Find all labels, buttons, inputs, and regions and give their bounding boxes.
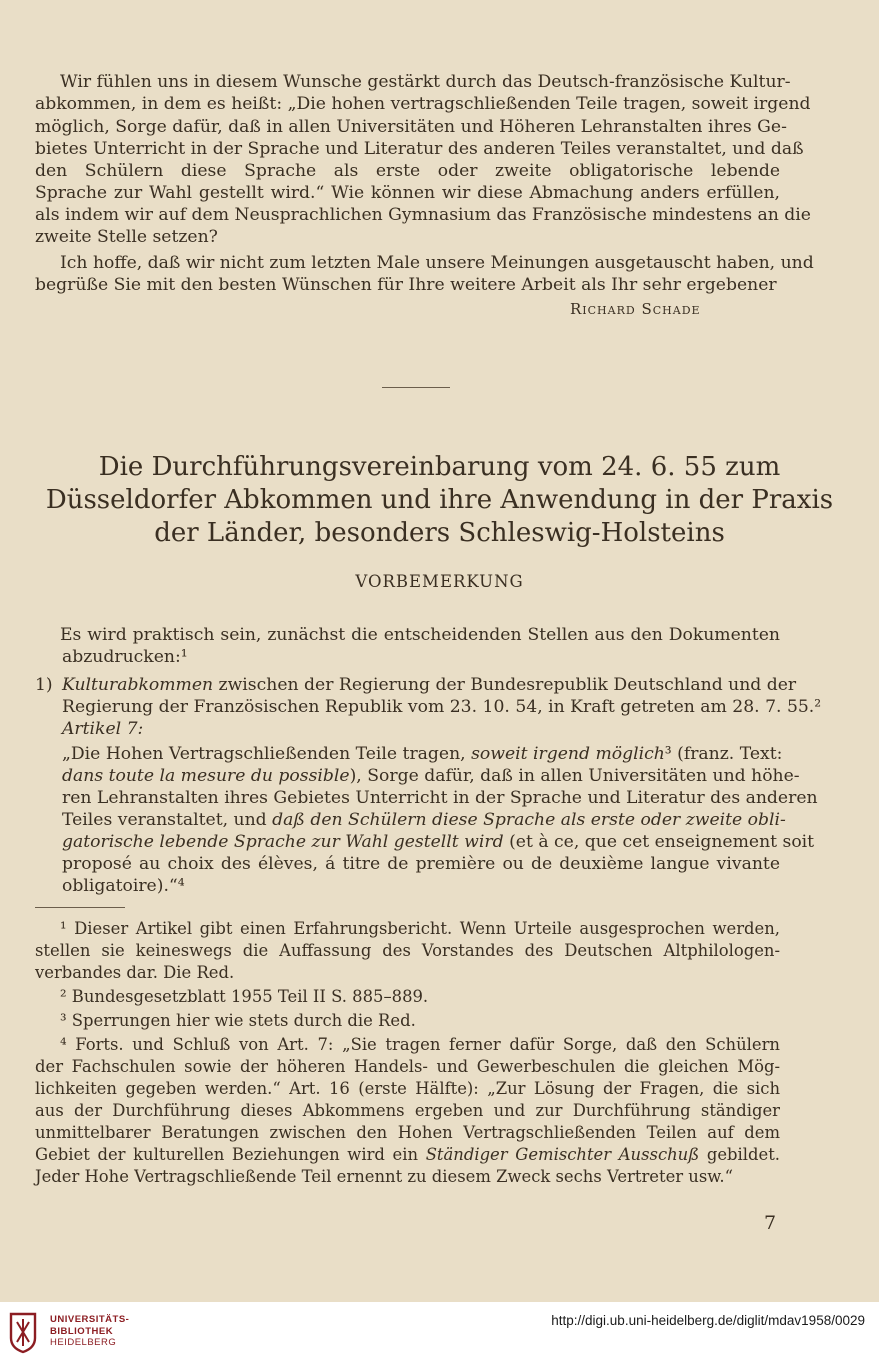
letter-line: Sprache zur Wahl gestellt wird.“ Wie können wir diese Abmachung anders erfüllen, <box>35 183 780 203</box>
footnote-text: Gebiet der kulturellen Beziehungen wird ein <box>35 1145 426 1164</box>
item-line <box>62 674 797 696</box>
quote-italic: dans toute la mesure du possible <box>62 766 350 786</box>
letter-line: abkommen, in dem es heißt: „Die hohen vertragschließenden Teile tragen, soweit irgend <box>35 94 811 114</box>
footnote-line: lichkeiten gegeben werden.“ Art. 16 (erste Hälfte): „Zur Lösung der Fragen, die sich <box>35 1079 780 1098</box>
page-number: 7 <box>764 1212 777 1234</box>
letter-line: als indem wir auf dem Neusprachlichen Gymnasium das Französische mindestens an die <box>35 205 811 225</box>
footnote-line: ¹ Dieser Artikel gibt einen Erfahrungsbericht. Wenn Urteile ausgesprochen werden, <box>60 919 780 938</box>
item-text: zwischen der Regierung der Bundesrepublik Deutschland und der <box>213 675 797 695</box>
footnote-text: gebildet. <box>699 1145 780 1164</box>
footnote-line: unmittelbarer Beratungen zwischen den Hohen Vertragschließenden Teilen auf dem <box>35 1123 780 1142</box>
quote-line <box>62 743 783 765</box>
letter-line: zweite Stelle setzen? <box>35 227 218 247</box>
footnote-line: der Fachschulen sowie der höheren Handels- und Gewerbeschulen die gleichen Mög- <box>35 1057 780 1076</box>
footnote-italic: Ständiger Gemischter Ausschuß <box>425 1145 700 1164</box>
quote-italic: daß den Schülern diese Sprache als erste oder zweite obli- <box>272 810 786 830</box>
library-line: BIBLIOTHEK <box>50 1325 114 1337</box>
quote-italic: soweit irgend möglich <box>471 744 665 764</box>
library-logo-icon[interactable] <box>8 1310 38 1354</box>
footnote-line <box>35 1144 780 1166</box>
footnote-line: ³ Sperrungen hier wie stets durch die Red. <box>60 1011 416 1030</box>
letter-line: Wir fühlen uns in diesem Wunsche gestärkt durch das Deutsch-französische Kultur- <box>60 72 791 92</box>
footer-bar <box>0 1302 879 1365</box>
letter-line: den Schülern diese Sprache als erste oder zweite obligatorische lebende <box>35 161 780 181</box>
item-number: 1) <box>35 675 53 695</box>
intro-line: abzudrucken:¹ <box>62 647 188 667</box>
quote-line: obligatoire).“⁴ <box>62 876 185 896</box>
article-label <box>62 718 780 740</box>
footnote-line: aus der Durchführung dieses Abkommens ergeben und zur Durchführung ständiger <box>35 1101 780 1120</box>
quote-text: „Die Hohen Vertragschließenden Teile tragen, <box>62 744 472 764</box>
quote-text: Teiles veranstaltet, und <box>62 810 273 830</box>
footnote-line: Jeder Hohe Vertragschließende Teil ernennt zu diesem Zweck sechs Vertreter usw.“ <box>35 1167 733 1186</box>
quote-text: (et à ce, que cet enseignement soit <box>503 832 815 852</box>
item-line: Regierung der Französischen Republik vom 23. 10. 54, in Kraft getreten am 28. 7. 55.² <box>62 697 822 717</box>
library-line: HEIDELBERG <box>50 1337 117 1348</box>
subheading: VORBEMERKUNG <box>355 572 524 591</box>
footnote-line: ⁴ Forts. und Schluß von Art. 7: „Sie tragen ferner dafür Sorge, daß den Schülern <box>60 1035 780 1054</box>
letter-line: Ich hoffe, daß wir nicht zum letzten Male unsere Meinungen ausgetauscht haben, und <box>60 253 814 273</box>
footnote-line: stellen sie keineswegs die Auffassung des Vorstandes des Deutschen Altphilologen- <box>35 941 780 960</box>
quote-line: proposé au choix des élèves, á titre de première ou de deuxième langue vivante <box>62 854 780 874</box>
quote-line <box>62 809 786 831</box>
quote-line <box>62 765 800 787</box>
intro-line: Es wird praktisch sein, zunächst die entscheidenden Stellen aus den Dokumenten <box>60 625 780 645</box>
library-line: UNIVERSITÄTS- <box>50 1314 130 1325</box>
letter-signature: Richard Schade <box>570 300 701 318</box>
section-divider <box>382 387 450 388</box>
letter-line: begrüße Sie mit den besten Wünschen für Ihre weitere Arbeit als Ihr sehr ergebener <box>35 275 777 295</box>
letter-line: möglich, Sorge dafür, daß in allen Universitäten und Höheren Lehranstalten ihres Ge- <box>35 117 787 137</box>
quote-line <box>62 831 815 853</box>
quote-text: ³ (franz. Text: <box>664 744 783 764</box>
article-title-line: der Länder, besonders Schleswig-Holsteins <box>154 518 725 548</box>
footnote-rule <box>35 907 125 908</box>
quote-line: ren Lehranstalten ihres Gebietes Unterricht in der Sprache und Literatur des anderen <box>62 788 818 808</box>
article-title-line: Düsseldorfer Abkommen und ihre Anwendung in der Praxis <box>45 485 834 515</box>
library-name <box>50 1314 129 1349</box>
quote-text: ), Sorge dafür, daß in allen Universitäten und höhe- <box>349 766 800 786</box>
footnote-line: verbandes dar. Die Red. <box>35 963 235 982</box>
quote-italic: gatorische lebende Sprache zur Wahl gestellt wird <box>62 832 504 852</box>
article-label-text: Artikel 7: <box>62 719 144 739</box>
item-label: Kulturabkommen <box>62 675 214 695</box>
permalink-url[interactable]: http://digi.ub.uni-heidelberg.de/diglit/mdav1958/0029 <box>551 1313 865 1328</box>
letter-line: bietes Unterricht in der Sprache und Literatur des anderen Teiles veranstaltet, und daß <box>35 139 804 159</box>
article-title-line: Die Durchführungsvereinbarung vom 24. 6. 55 zum <box>98 452 781 482</box>
footnote-line: ² Bundesgesetzblatt 1955 Teil II S. 885–889. <box>60 987 429 1006</box>
